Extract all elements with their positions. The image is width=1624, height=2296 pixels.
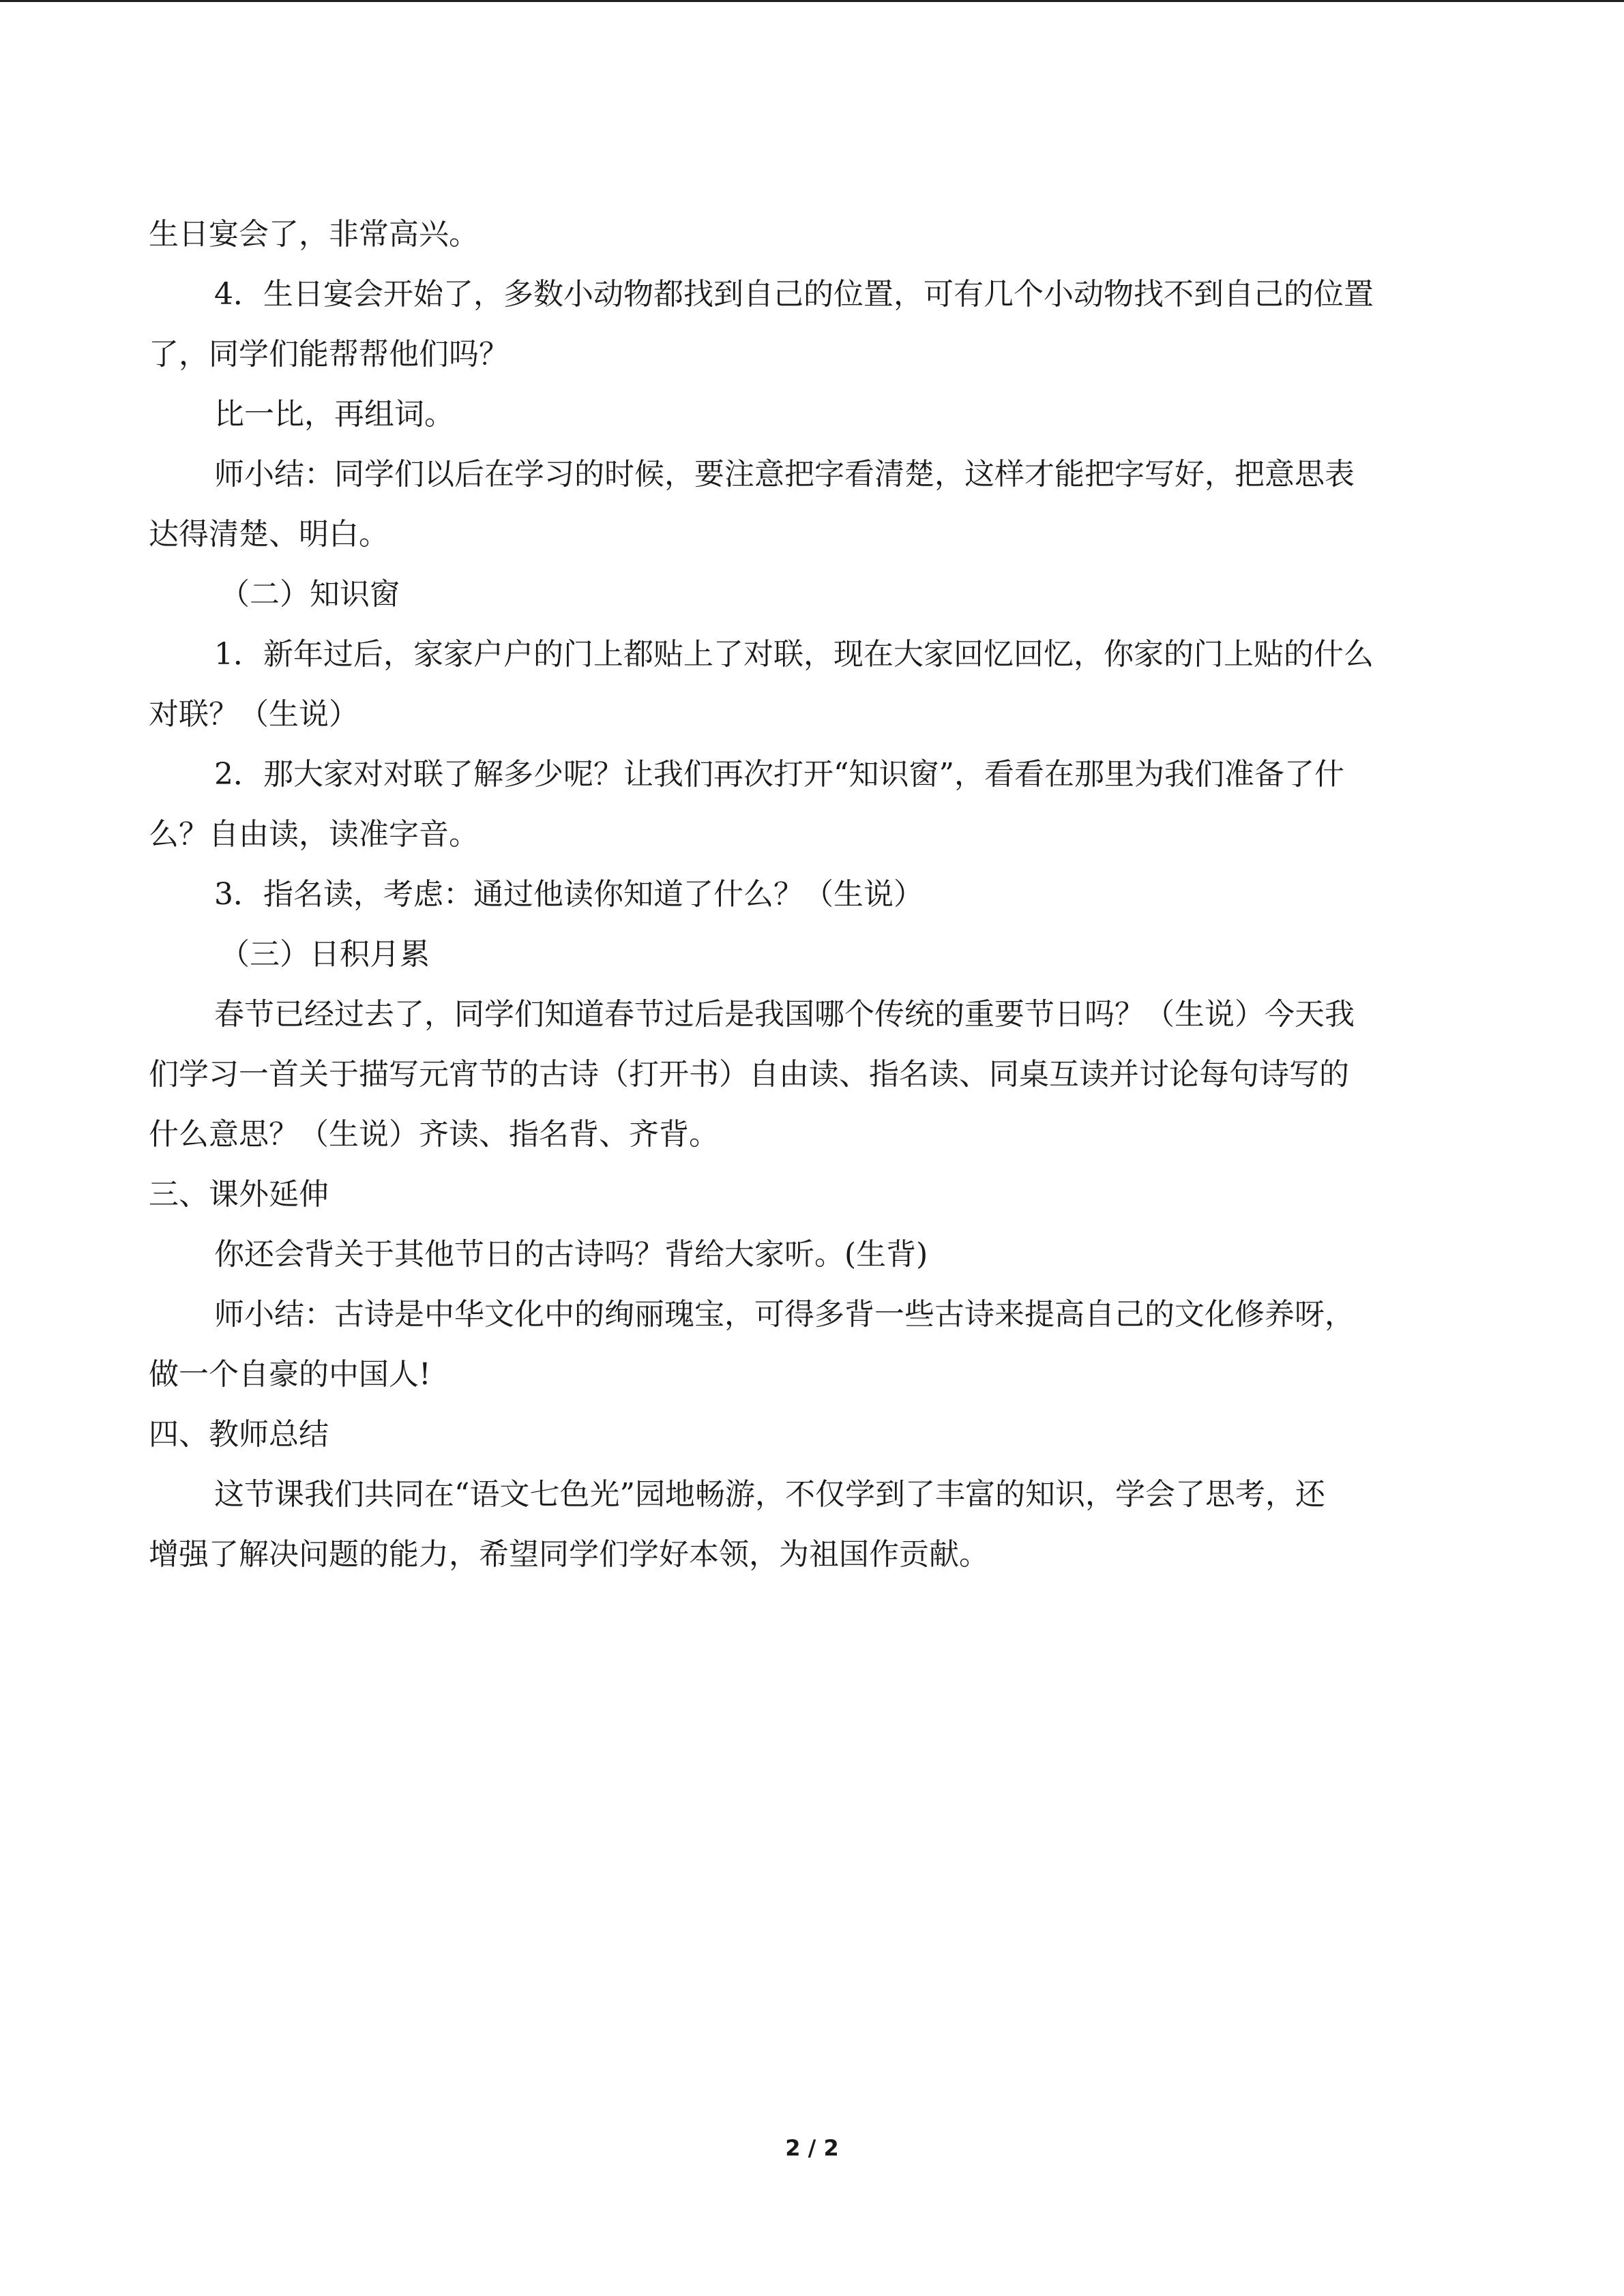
paragraph-line: 2．那大家对对联了解多少呢？让我们再次打开“知识窗”，看看在那里为我们准备了什 (214, 757, 1344, 792)
section-heading: 四、教师总结 (149, 1417, 329, 1452)
paragraph-line: 达得清楚、明白。 (149, 517, 389, 552)
paragraph-line: 什么意思？（生说）齐读、指名背、齐背。 (149, 1117, 719, 1152)
paragraph-line: 3．指名读，考虑：通过他读你知道了什么？（生说） (214, 877, 924, 912)
paragraph-line: 么？自由读，读准字音。 (149, 817, 479, 852)
paragraph-line: 师小结：古诗是中华文化中的绚丽瑰宝，可得多背一些古诗来提高自己的文化修养呀， (214, 1297, 1355, 1332)
paragraph-line: 做一个自豪的中国人! (149, 1357, 431, 1392)
paragraph-line: 4．生日宴会开始了，多数小动物都找到自己的位置，可有几个小动物找不到自己的位置 (214, 277, 1374, 312)
section-heading: 三、课外延伸 (149, 1177, 329, 1212)
paragraph-line: 你还会背关于其他节日的古诗吗？背给大家听。(生背) (214, 1237, 928, 1272)
paragraph-line: 生日宴会了，非常高兴。 (149, 217, 479, 252)
paragraph-line: 对联？（生说） (149, 697, 359, 732)
paragraph-line: 了，同学们能帮帮他们吗？ (149, 337, 509, 372)
paragraph-line: 增强了解决问题的能力，希望同学们学好本领，为祖国作贡献。 (149, 1537, 989, 1572)
page-number: 2 / 2 (785, 2135, 839, 2161)
paragraph-line: 们学习一首关于描写元宵节的古诗（打开书）自由读、指名读、同桌互读并讨论每句诗写的 (149, 1057, 1349, 1092)
page-top-border (0, 0, 1624, 2)
paragraph-line: 春节已经过去了，同学们知道春节过后是我国哪个传统的重要节日吗？（生说）今天我 (214, 997, 1355, 1032)
section-heading: （二）知识窗 (220, 577, 400, 612)
paragraph-line: 比一比，再组词。 (214, 397, 454, 432)
paragraph-line: 1．新年过后，家家户户的门上都贴上了对联，现在大家回忆回忆，你家的门上贴的什么 (214, 637, 1374, 672)
paragraph-line: 师小结：同学们以后在学习的时候，要注意把字看清楚，这样才能把字写好，把意思表 (214, 457, 1355, 492)
paragraph-line: 这节课我们共同在“语文七色光”园地畅游，不仅学到了丰富的知识，学会了思考，还 (214, 1477, 1325, 1512)
section-heading: （三）日积月累 (220, 937, 430, 972)
